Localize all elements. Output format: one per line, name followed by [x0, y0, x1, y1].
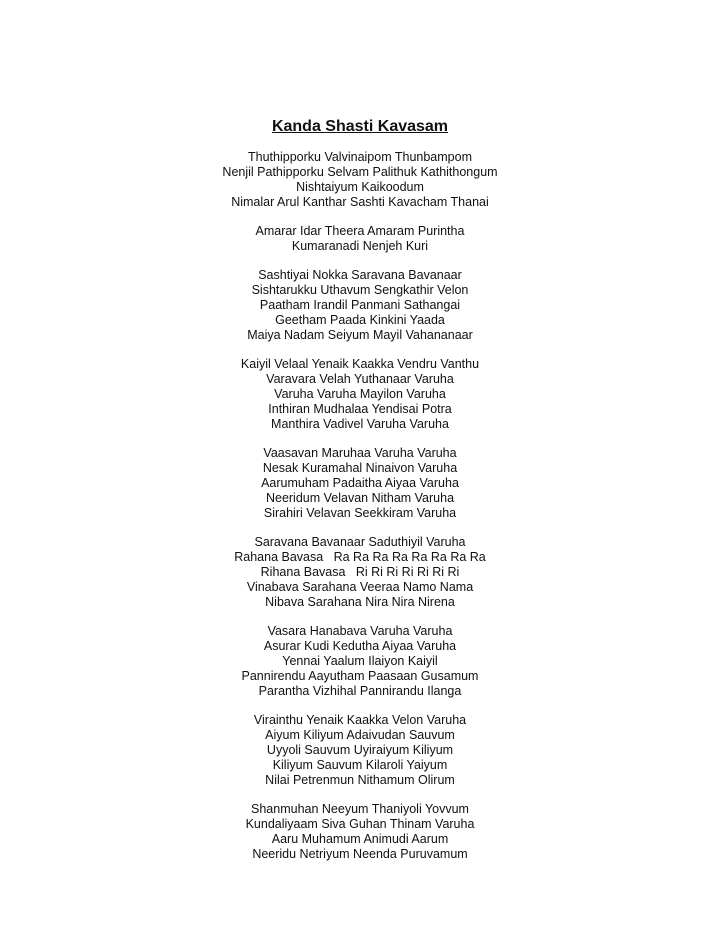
verse-line: Nishtaiyum Kaikoodum [296, 179, 424, 194]
verse-line: Rahana Bavasa Ra Ra Ra Ra Ra Ra Ra Ra [234, 550, 486, 565]
verse-line: Paatham Irandil Panmani Sathangai [259, 298, 461, 313]
verse-line: Rihana Bavasa Ri Ri Ri Ri Ri Ri Ri [260, 564, 460, 579]
verse-line: Saravana Bavanaar Saduthiyil Varuha [254, 535, 466, 550]
stanza [0, 224, 720, 254]
verse-line: Manthira Vadivel Varuha Varuha [271, 416, 449, 431]
verse-line: Kumaranadi Nenjeh Kuri [291, 238, 429, 253]
verse-line: Thuthipporku Valvinaipom Thunbampom [248, 150, 472, 164]
verse-line: Aarumuham Padaitha Aiyaa Varuha [261, 476, 459, 491]
verse-line: Aaru Muhamum Animudi Aarum [271, 831, 449, 846]
verse-line: Nilai Petrenmun Nithamum Olirum [265, 772, 455, 787]
verse-line: Sirahiri Velavan Seekkiram Varuha [263, 505, 457, 520]
verse-line: Asurar Kudi Kedutha Aiyaa Varuha [263, 639, 457, 654]
verse-line: Varavara Velah Yuthanaar Varuha [266, 372, 454, 387]
verse-line: Nimalar Arul Kanthar Sashti Kavacham Thanai [231, 194, 489, 209]
verse-line: Varuha Varuha Mayilon Varuha [274, 387, 446, 402]
stanza [0, 446, 720, 520]
verse-line: Sishtarukku Uthavum Sengkathir Velon [251, 283, 469, 298]
verse-line: Shanmuhan Neeyum Thaniyoli Yovvum [251, 802, 469, 817]
stanza [0, 713, 720, 787]
verse-line: Pannirendu Aayutham Paasaan Gusamum [241, 668, 479, 683]
stanza [0, 802, 720, 862]
verse-line: Nenjil Pathipporku Selvam Palithuk Kathithongum [222, 164, 498, 179]
verse-line: Yennai Yaalum Ilaiyon Kaiyil [282, 653, 438, 668]
verse-line: Nibava Sarahana Nira Nira Nirena [265, 594, 455, 609]
verse-line: Sashtiyai Nokka Saravana Bavanaar [258, 268, 462, 283]
verse-line: Parantha Vizhihal Pannirandu Ilanga [258, 683, 462, 698]
verse-line: Vaasavan Maruhaa Varuha Varuha [263, 446, 457, 461]
stanza [0, 357, 720, 431]
verse-line: Geetham Paada Kinkini Yaada [275, 313, 445, 328]
verse-line: Kiliyum Sauvum Kilaroli Yaiyum [272, 757, 448, 772]
verse-line: Aiyum Kiliyum Adaivudan Sauvum [265, 728, 455, 742]
verse-line: Inthiran Mudhalaa Yendisai Potra [268, 401, 452, 416]
document-title: Kanda Shasti Kavasam [271, 118, 449, 135]
verse-line: Nesak Kuramahal Ninaivon Varuha [262, 461, 458, 476]
verse-line: Neeridum Velavan Nitham Varuha [265, 490, 455, 505]
verse-line: Kundaliyaam Siva Guhan Thinam Varuha [245, 816, 475, 831]
stanza [0, 150, 720, 210]
stanza [0, 624, 720, 698]
stanza [0, 268, 720, 342]
verse-line: Amarar Idar Theera Amaram Purintha [255, 224, 465, 239]
verse-line: Neeridu Netriyum Neenda Puruvamum [252, 846, 468, 861]
verse-line: Maiya Nadam Seiyum Mayil Vahananaar [247, 327, 473, 342]
poem-body [0, 150, 720, 876]
verse-line: Kaiyil Velaal Yenaik Kaakka Vendru Vanthu [240, 357, 480, 372]
verse-line: Vasara Hanabava Varuha Varuha [267, 624, 453, 639]
verse-line: Virainthu Yenaik Kaakka Velon Varuha [253, 713, 467, 728]
verse-line: Uyyoli Sauvum Uyiraiyum Kiliyum [266, 742, 454, 757]
verse-line: Vinabava Sarahana Veeraa Namo Nama [246, 579, 474, 594]
stanza [0, 535, 720, 609]
